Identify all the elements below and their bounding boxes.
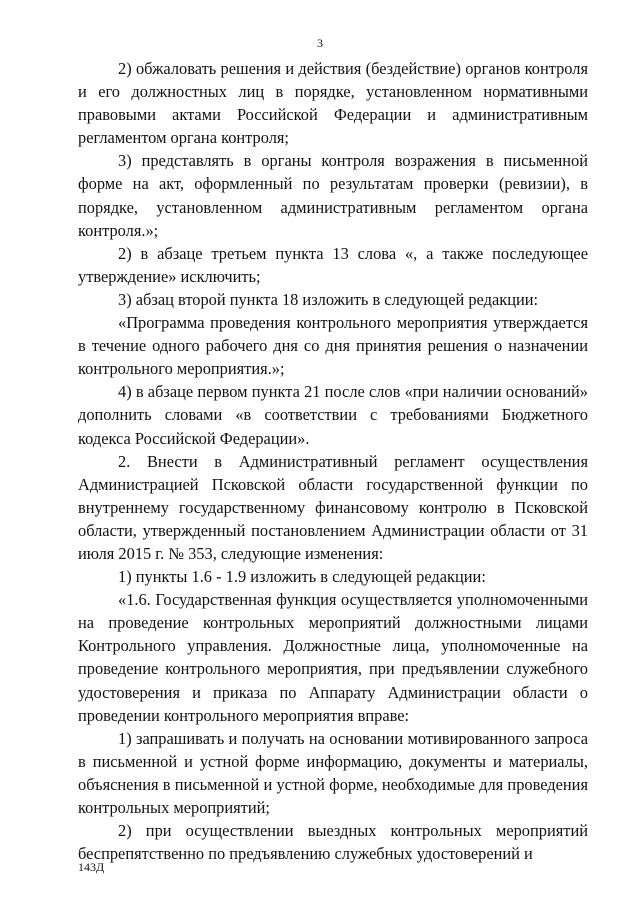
paragraph: 1) пункты 1.6 - 1.9 изложить в следующей редакции: (118, 567, 486, 587)
paragraph: 2) при осуществлении выездных контрольных мероприятий беспрепятственно по предъявлению служебных удостоверений и (78, 821, 588, 864)
paragraph: 4) в абзаце первом пункта 21 после слов «при наличии оснований» дополнить словами «в соответствии с требованиями Бюджетного кодекса Российской Федерации». (78, 382, 588, 448)
paragraph: 3) представлять в органы контроля возражения в письменной форме на акт, оформленный по результатам проверки (ревизии), в порядке, установленном административным регламентом органа контроля.»; (78, 151, 588, 240)
paragraph: 2) обжаловать решения и действия (бездействие) органов контроля и его должностных лиц в порядке, установленном нормативными правовыми актами Российской Федерации и административным регламентом органа контроля; (78, 59, 588, 148)
paragraph: 1) запрашивать и получать на основании мотивированного запроса в письменной и устной форме информацию, документы и материалы, объяснения в письменной и устной форме, необходимые для проведения контрольных мероприятий; (78, 728, 588, 817)
paragraph: «1.6. Государственная функция осуществляется уполномоченными на проведение контрольных мероприятий должностными лицами Контрольного управления. Должностные лица, уполномоченные на проведение контрольного мероприятия, при предъявлении служебного удостоверения и приказа по Аппарату Администрации области о проведении контрольного мероприятия вправе: (78, 590, 588, 725)
paragraph: 2. Внести в Административный регламент осуществления Администрацией Псковской области государственной функции по внутреннему государственному финансовому контролю в Псковской области, утвержденный постановлением Администрации области от 31 июля 2015 г. № 353, следующие изменения: (78, 451, 588, 563)
paragraph: «Программа проведения контрольного мероприятия утверждается в течение одного рабочего дня со дня принятия решения о назначении контрольного мероприятия.»; (78, 313, 588, 379)
document-body (78, 57, 588, 865)
page-number: 3 (317, 36, 323, 50)
paragraph: 3) абзац второй пункта 18 изложить в следующей редакции: (118, 289, 539, 309)
footer-code: 143Д (78, 860, 105, 874)
paragraph: 2) в абзаце третьем пункта 13 слова «, а также последующее утверждение» исключить; (78, 243, 588, 286)
